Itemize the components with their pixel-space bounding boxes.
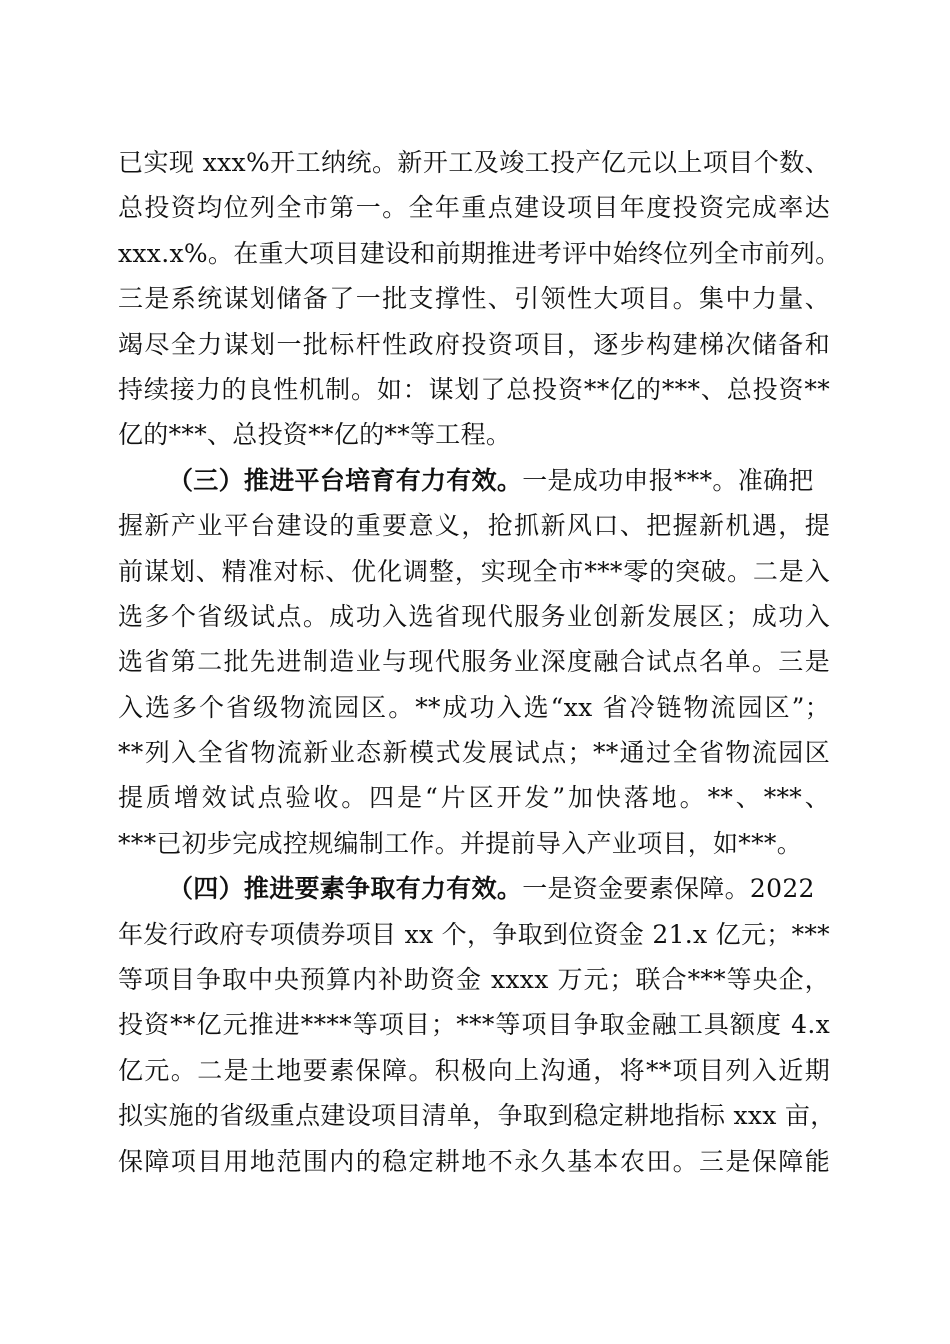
paragraph-1-line-1: 已实现 xxx%开工纳统。新开工及竣工投产亿元以上项目个数、 (118, 148, 830, 177)
paragraph-1-line-7: 亿的***、总投资**亿的**等工程。 (118, 420, 512, 450)
paragraph-2-line-2: 握新产业平台建设的重要意义，抢抓新风口、把握新机遇，提 (118, 511, 830, 541)
paragraph-3-line-4: 投资**亿元推进****等项目；***等项目争取金融工具额度 4.x (118, 1010, 830, 1040)
paragraph-2-line-6: 入选多个省级物流园区。**成功入选“xx 省冷链物流园区”； (118, 692, 830, 722)
paragraph-3-line-2: 年发行政府专项债券项目 xx 个，争取到位资金 21.x 亿元；*** (118, 919, 830, 949)
paragraph-2-line-9: ***已初步完成控规编制工作。并提前导入产业项目，如***。 (118, 828, 803, 858)
paragraph-2-line-1 (118, 458, 830, 503)
paragraph-2-line-7: **列入全省物流新业态新模式发展试点；**通过全省物流园区 (118, 738, 830, 768)
section-heading-4: （四）推进要素争取有力有效。 (168, 874, 523, 904)
paragraph-3-line-3: 等项目争取中央预算内补助资金 xxxx 万元；联合***等央企， (118, 965, 830, 995)
paragraph-2-line-3: 前谋划、精准对标、优化调整，实现全市***零的突破。二是入 (118, 556, 830, 586)
paragraph-3-line-5: 亿元。二是土地要素保障。积极向上沟通，将**项目列入近期 (118, 1055, 830, 1085)
document-body (118, 140, 841, 1184)
paragraph-1-line-6: 持续接力的良性机制。如：谋划了总投资**亿的***、总投资** (118, 374, 830, 404)
section-heading-3: （三）推进平台培育有力有效。 (168, 465, 523, 495)
paragraph-3-line-1 (118, 866, 830, 911)
paragraph-1-line-2: 总投资均位列全市第一。全年重点建设项目年度投资完成率达 (118, 193, 830, 223)
paragraph-3-line-7: 保障项目用地范围内的稳定耕地不永久基本农田。三是保障能 (118, 1146, 830, 1176)
paragraph-2-line-5: 选省第二批先进制造业与现代服务业深度融合试点名单。三是 (118, 647, 830, 677)
paragraph-1-line-3: xxx.x%。在重大项目建设和前期推进考评中始终位列全市前列。 (118, 238, 841, 268)
paragraph-2-line-8: 提质增效试点验收。四是“片区开发”加快落地。**、***、 (118, 783, 830, 813)
paragraph-3-line-6: 拟实施的省级重点建设项目清单，争取到稳定耕地指标 xxx 亩， (118, 1101, 836, 1131)
paragraph-2-line-4: 选多个省级试点。成功入选省现代服务业创新发展区；成功入 (118, 601, 830, 631)
paragraph-1-line-5: 竭尽全力谋划一批标杆性政府投资项目，逐步构建梯次储备和 (118, 329, 830, 359)
paragraph-1-line-4: 三是系统谋划储备了一批支撑性、引领性大项目。集中力量、 (118, 284, 830, 314)
paragraph-2-first-line-text: 一是成功申报***。准确把 (522, 465, 814, 495)
paragraph-3-first-line-text: 一是资金要素保障。2022 (522, 874, 815, 904)
